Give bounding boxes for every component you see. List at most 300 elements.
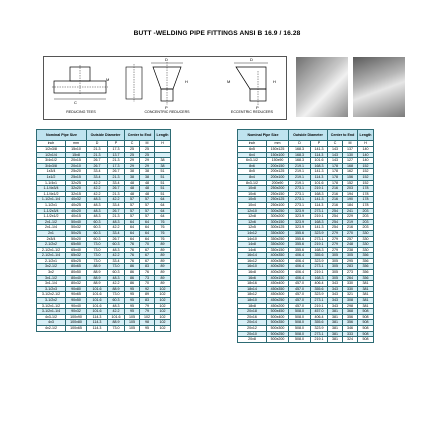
table-cell: 1-1/4x3/4 <box>37 186 66 192</box>
table-cell: 400x250 <box>267 264 289 270</box>
table-cell: 216 <box>328 202 343 208</box>
table-cell: 241 <box>343 208 358 214</box>
table-cell: 88.9 <box>108 286 125 292</box>
table-cell: 60.3 <box>87 230 108 236</box>
table-cell: 152 <box>358 174 374 180</box>
table-cell: 17.3 <box>108 163 125 169</box>
table-cell: 254 <box>328 214 343 220</box>
table-cell: 65x25 <box>66 258 87 264</box>
caption-concentric-reducers: CONCENTRIC REDUCERS <box>144 110 190 114</box>
table-cell: 48.3 <box>87 202 108 208</box>
table-cell: 305 <box>343 253 358 259</box>
table-cell: 57 <box>140 202 155 208</box>
table-cell: 73.0 <box>87 247 108 253</box>
table-cell: 273.1 <box>289 197 311 203</box>
table-cell: 200x125 <box>267 169 289 175</box>
table-cell: 88.9 <box>87 275 108 281</box>
table-cell: 305 <box>328 275 343 281</box>
table-cell: 76 <box>140 270 155 276</box>
table-cell: 64 <box>140 225 155 231</box>
table-cell: 140 <box>358 158 374 164</box>
table-cell: 143 <box>328 158 343 164</box>
table-cell: 381 <box>328 331 343 337</box>
header-center-to-end: Center to End <box>125 130 155 141</box>
table-cell: 500x400 <box>267 314 289 320</box>
table-cell: 2x1 <box>37 230 66 236</box>
table-cell: 1-1/2x1 <box>37 202 66 208</box>
table-cell: 42.2 <box>108 309 125 315</box>
table-cell: 168.3 <box>311 191 328 197</box>
table-cell: 500x300 <box>267 326 289 332</box>
table-cell: 250x200 <box>267 186 289 192</box>
table-cell: 500x200 <box>267 337 289 343</box>
table-cell: 4x2-1/2 <box>37 326 66 332</box>
table-cell: 143 <box>328 147 343 153</box>
table-cell: 64 <box>155 208 171 214</box>
subheader-cell: C <box>328 141 343 147</box>
table-cell: 89 <box>155 258 171 264</box>
table-cell: 65x32 <box>66 253 87 259</box>
table-cell: 18x16 <box>238 281 267 287</box>
table-cell: 194 <box>343 191 358 197</box>
table-cell: 25 <box>140 152 155 158</box>
table-cell: 219.1 <box>311 270 328 276</box>
table-cell: 248 <box>343 242 358 248</box>
table-cell: 57 <box>140 214 155 220</box>
table-cell: 406.4 <box>289 253 311 259</box>
table-cell: 141.3 <box>311 197 328 203</box>
subheader-cell: inch <box>238 141 267 147</box>
concentric-reducer-drawing <box>149 59 185 107</box>
table-cell: 168.3 <box>289 152 311 158</box>
table-cell: 57 <box>140 197 155 203</box>
table-cell: 105 <box>125 320 140 326</box>
table-cell: 51 <box>155 186 171 192</box>
table-cell: 73.0 <box>87 258 108 264</box>
table-cell: 64 <box>155 197 171 203</box>
table-cell: 4x3 <box>37 320 66 326</box>
table-cell: 356 <box>343 314 358 320</box>
fittings-diagram-panel <box>43 56 287 120</box>
table-cell: 130 <box>343 152 358 158</box>
table-cell: 48.3 <box>108 247 125 253</box>
table-cell: 273.1 <box>311 331 328 337</box>
dim-letter-p-concentric: P <box>165 105 168 110</box>
table-cell: 73 <box>140 275 155 281</box>
table-cell: 346 <box>343 326 358 332</box>
table-cell: 60.3 <box>108 242 125 248</box>
table-cell: 8x6 <box>238 163 267 169</box>
table-cell: 42.2 <box>108 197 125 203</box>
table-cell: 21.3 <box>108 214 125 220</box>
table-cell: 323.9 <box>311 292 328 298</box>
table-cell: 150x90 <box>267 158 289 164</box>
table-cell: 50x20 <box>66 236 87 242</box>
table-cell: 343 <box>328 292 343 298</box>
table-cell: 76 <box>155 236 171 242</box>
table-cell: 18x8 <box>238 303 267 309</box>
table-cell: 48 <box>140 191 155 197</box>
table-cell: 8x3-1/2 <box>238 180 267 186</box>
table-cell: 48 <box>125 180 140 186</box>
table-cell: 20x18 <box>238 309 267 315</box>
table-cell: 219 <box>343 219 358 225</box>
table-cell: 381 <box>328 326 343 332</box>
table-cell: 101.6 <box>108 314 125 320</box>
table-cell: 381 <box>328 314 343 320</box>
table-cell: 14x10 <box>238 236 267 242</box>
table-cell: 283 <box>343 264 358 270</box>
table-cell: 152 <box>358 163 374 169</box>
table-cell: 350x250 <box>267 236 289 242</box>
table-cell: 18x10 <box>238 298 267 304</box>
right-dimensions-table <box>237 129 374 343</box>
table-cell: 20x12 <box>238 326 267 332</box>
table-cell: 381 <box>358 286 374 292</box>
table-cell: 26.7 <box>108 169 125 175</box>
table-cell: 3-1/2x1-1/2 <box>37 303 66 309</box>
table-cell: 333 <box>343 331 358 337</box>
table-cell: 32x15 <box>66 191 87 197</box>
table-cell: 381 <box>358 303 374 309</box>
table-cell: 51 <box>155 169 171 175</box>
table-cell: 2-1/2x2 <box>37 242 66 248</box>
table-cell: 323.9 <box>311 326 328 332</box>
table-cell: 254 <box>328 208 343 214</box>
table-cell: 57 <box>125 208 140 214</box>
table-cell: 21.3 <box>87 152 108 158</box>
table-cell: 308 <box>343 298 358 304</box>
table-cell: 42.2 <box>87 191 108 197</box>
table-cell: 8x4 <box>238 174 267 180</box>
table-cell: 406.4 <box>311 281 328 287</box>
table-cell: 3x2 <box>37 270 66 276</box>
table-cell: 89 <box>155 264 171 270</box>
table-cell: 178 <box>358 202 374 208</box>
table-cell: 279 <box>328 236 343 242</box>
table-cell: 219.1 <box>289 169 311 175</box>
table-cell: 100x90 <box>66 314 87 320</box>
header-center-to-end: Center to End <box>328 130 358 141</box>
table-cell: 26.7 <box>87 158 108 164</box>
table-cell: 15x8 <box>66 152 87 158</box>
table-cell: 300x200 <box>267 214 289 220</box>
table-cell: 305 <box>328 253 343 259</box>
table-cell: 50x40 <box>66 219 87 225</box>
table-cell: 33.4 <box>87 174 108 180</box>
header-outside-diameter: Outside Diameter <box>87 130 125 141</box>
table-cell: 80x50 <box>66 270 87 276</box>
table-cell: 178 <box>328 180 343 186</box>
table-cell: 76 <box>155 230 171 236</box>
table-cell: 60.3 <box>87 225 108 231</box>
table-cell: 89 <box>155 281 171 287</box>
table-cell: 406.4 <box>289 275 311 281</box>
table-cell: 355.6 <box>311 286 328 292</box>
table-cell: 73.0 <box>87 253 108 259</box>
table-cell: 40x25 <box>66 202 87 208</box>
table-cell: 102 <box>155 314 171 320</box>
subheader-cell: M <box>140 141 155 147</box>
table-cell: 457.0 <box>289 292 311 298</box>
table-cell: 219.1 <box>311 242 328 248</box>
table-cell: 1/2x1/4 <box>37 152 66 158</box>
table-cell: 25x20 <box>66 169 87 175</box>
table-cell: 381 <box>328 320 343 326</box>
table-cell: 254 <box>328 219 343 225</box>
table-cell: 279 <box>328 247 343 253</box>
table-cell: 150x125 <box>267 147 289 153</box>
table-cell: 152 <box>358 180 374 186</box>
table-cell: 29 <box>125 163 140 169</box>
table-cell: 65x50 <box>66 242 87 248</box>
table-cell: 64 <box>140 230 155 236</box>
table-cell: 355.6 <box>289 236 311 242</box>
table-cell: 500x250 <box>267 331 289 337</box>
table-cell: 42.2 <box>108 281 125 287</box>
caption-eccentric-reducers: ECCENTRIC REDUCERS <box>230 110 274 114</box>
table-cell: 50x32 <box>66 225 87 231</box>
table-cell: 141.3 <box>311 225 328 231</box>
table-cell: 102 <box>155 292 171 298</box>
table-cell: 20x8 <box>238 337 267 343</box>
table-cell: 203 <box>343 186 358 192</box>
table-cell: 64 <box>140 219 155 225</box>
table-cell: 219.1 <box>311 186 328 192</box>
table-cell: 76 <box>125 247 140 253</box>
table-cell: 343 <box>328 281 343 287</box>
table-cell: 508.0 <box>289 331 311 337</box>
table-cell: 178 <box>328 163 343 169</box>
dim-letter-m: M <box>106 77 110 82</box>
table-cell: 29 <box>140 158 155 164</box>
table-cell: 257 <box>343 236 358 242</box>
table-cell: 100x80 <box>66 320 87 326</box>
table-cell: 26.7 <box>108 236 125 242</box>
table-cell: 20x14 <box>238 320 267 326</box>
table-cell: 64 <box>125 219 140 225</box>
table-cell: 273.1 <box>289 202 311 208</box>
table-cell: 400x300 <box>267 258 289 264</box>
table-cell: 51 <box>155 191 171 197</box>
table-cell: 1x1/2 <box>37 174 66 180</box>
table-cell: 8x5 <box>238 169 267 175</box>
table-cell: 48.3 <box>87 208 108 214</box>
table-cell: 38 <box>155 163 171 169</box>
right-table-body <box>238 130 374 343</box>
table-cell: 508 <box>358 309 374 315</box>
table-cell: 33.4 <box>108 202 125 208</box>
table-cell: 168.3 <box>311 247 328 253</box>
table-cell: 3/4x3/8 <box>37 163 66 169</box>
table-cell: 50x25 <box>66 230 87 236</box>
table-cell: 273.1 <box>311 236 328 242</box>
table-cell: 457.0 <box>289 303 311 309</box>
table-cell: 80x65 <box>66 264 87 270</box>
table-cell: 83 <box>140 298 155 304</box>
table-cell: 102 <box>140 314 155 320</box>
table-cell: 90x50 <box>66 298 87 304</box>
table-cell: 64 <box>125 225 140 231</box>
table-cell: 12x10 <box>238 208 267 214</box>
table-cell: 32x25 <box>66 180 87 186</box>
table-cell: 60.3 <box>87 219 108 225</box>
table-row <box>37 326 171 332</box>
table-cell: 508.0 <box>289 320 311 326</box>
table-cell: 73.0 <box>87 242 108 248</box>
table-cell: 323.9 <box>311 230 328 236</box>
table-cell: 33.4 <box>108 230 125 236</box>
table-cell: 10x8 <box>238 186 267 192</box>
table-cell: 508.0 <box>289 314 311 320</box>
table-cell: 270 <box>343 230 358 236</box>
table-cell: 25 <box>125 152 140 158</box>
table-cell: 57 <box>140 208 155 214</box>
table-cell: 83 <box>140 264 155 270</box>
table-cell: 48.3 <box>108 275 125 281</box>
table-cell: 323.9 <box>289 208 311 214</box>
table-cell: 219.1 <box>289 163 311 169</box>
table-cell: 102 <box>155 326 171 332</box>
table-cell: 6x5 <box>238 147 267 153</box>
table-cell: 86 <box>125 264 140 270</box>
table-cell: 457.0 <box>289 281 311 287</box>
table-cell: 152 <box>343 180 358 186</box>
header-nominal-size: Nominal Pipe Size <box>238 130 289 141</box>
table-cell: 90x80 <box>66 286 87 292</box>
table-cell: 95 <box>125 303 140 309</box>
table-cell: 114.3 <box>87 320 108 326</box>
table-cell: 508.0 <box>289 337 311 343</box>
table-cell: 323.9 <box>289 214 311 220</box>
table-cell: 86 <box>125 270 140 276</box>
table-cell: 13.7 <box>108 152 125 158</box>
header-length: Length <box>358 130 374 141</box>
dim-letter-h-eccentric: H <box>273 79 276 84</box>
table-cell: 216 <box>343 225 358 231</box>
table-cell: 95 <box>125 292 140 298</box>
table-cell: 330 <box>343 281 358 287</box>
table-cell: 17.3 <box>108 147 125 153</box>
table-cell: 305 <box>328 270 343 276</box>
table-cell: 100x65 <box>66 326 87 332</box>
table-cell: 10x4 <box>238 202 267 208</box>
table-cell: 114.3 <box>311 202 328 208</box>
table-cell: 101.6 <box>87 292 108 298</box>
reducer-fitting-photo <box>296 57 348 117</box>
table-cell: 323.9 <box>289 225 311 231</box>
table-cell: 48 <box>140 186 155 192</box>
table-cell: 48 <box>125 191 140 197</box>
table-cell: 89 <box>140 292 155 298</box>
table-cell: 2x3/4 <box>37 236 66 242</box>
table-cell: 330 <box>358 242 374 248</box>
table-cell: 238 <box>343 247 358 253</box>
table-cell: 219.1 <box>311 303 328 309</box>
table-cell: 508.0 <box>289 309 311 315</box>
left-table-body <box>37 130 171 332</box>
reducing-tee-drawing <box>50 63 110 105</box>
table-cell: 64 <box>140 236 155 242</box>
table-cell: 48 <box>125 186 140 192</box>
table-cell: 21.3 <box>108 158 125 164</box>
table-cell: 40x20 <box>66 208 87 214</box>
table-cell: 25x15 <box>66 174 87 180</box>
table-cell: 162 <box>343 169 358 175</box>
table-cell: 450x200 <box>267 303 289 309</box>
table-cell: 101.6 <box>87 298 108 304</box>
table-cell: 250x125 <box>267 197 289 203</box>
table-cell: 73.0 <box>108 264 125 270</box>
table-cell: 101.6 <box>311 180 328 186</box>
table-cell: 3-1/2x3 <box>37 286 66 292</box>
table-cell: 48.3 <box>87 197 108 203</box>
table-cell: 26.7 <box>108 208 125 214</box>
table-cell: 150x100 <box>267 152 289 158</box>
table-cell: 168.3 <box>311 275 328 281</box>
table-cell: 57 <box>125 197 140 203</box>
table-cell: 200x100 <box>267 174 289 180</box>
subheader-cell: inch <box>37 141 66 147</box>
table-cell: 200x90 <box>267 180 289 186</box>
table-cell: 89 <box>155 242 171 248</box>
table-cell: 48.3 <box>108 219 125 225</box>
table-cell: 14x12 <box>238 230 267 236</box>
table-cell: 350x200 <box>267 242 289 248</box>
table-cell: 10x5 <box>238 197 267 203</box>
table-cell: 65x40 <box>66 247 87 253</box>
table-cell: 1x3/4 <box>37 169 66 175</box>
table-cell: 86 <box>125 275 140 281</box>
table-cell: 168.3 <box>289 147 311 153</box>
table-cell: 168.3 <box>289 158 311 164</box>
table-cell: 324 <box>343 337 358 343</box>
table-cell: 2-1/2x1-1/4 <box>37 253 66 259</box>
subheader-cell: P <box>311 141 328 147</box>
table-cell: 140 <box>358 147 374 153</box>
table-cell: 89 <box>155 270 171 276</box>
table-cell: 178 <box>358 191 374 197</box>
table-cell: 76 <box>155 219 171 225</box>
table-cell: 42.2 <box>108 225 125 231</box>
table-cell: 156 <box>343 174 358 180</box>
table-cell: 219.1 <box>311 214 328 220</box>
table-cell: 250x150 <box>267 191 289 197</box>
table-cell: 20x10 <box>66 163 87 169</box>
table-cell: 305 <box>328 258 343 264</box>
table-cell: 67 <box>140 253 155 259</box>
table-cell: 67 <box>140 258 155 264</box>
table-cell: 203 <box>358 225 374 231</box>
table-cell: 450x250 <box>267 298 289 304</box>
table-cell: 508 <box>358 326 374 332</box>
subheader-cell: D <box>289 141 311 147</box>
table-cell: 450x400 <box>267 281 289 287</box>
table-cell: 48 <box>140 180 155 186</box>
table-cell: 40x32 <box>66 197 87 203</box>
table-cell: 95 <box>125 298 140 304</box>
table-cell: 4x3-1/2 <box>37 314 66 320</box>
table-cell: 101.6 <box>87 286 108 292</box>
eccentric-reducer-drawing <box>232 59 272 107</box>
table-cell: 143 <box>328 152 343 158</box>
table-cell: 51 <box>155 174 171 180</box>
table-cell: 10x6 <box>238 191 267 197</box>
table-cell: 350x300 <box>267 230 289 236</box>
table-cell: 273 <box>343 270 358 276</box>
table-cell: 295 <box>343 258 358 264</box>
table-cell: 330 <box>358 247 374 253</box>
